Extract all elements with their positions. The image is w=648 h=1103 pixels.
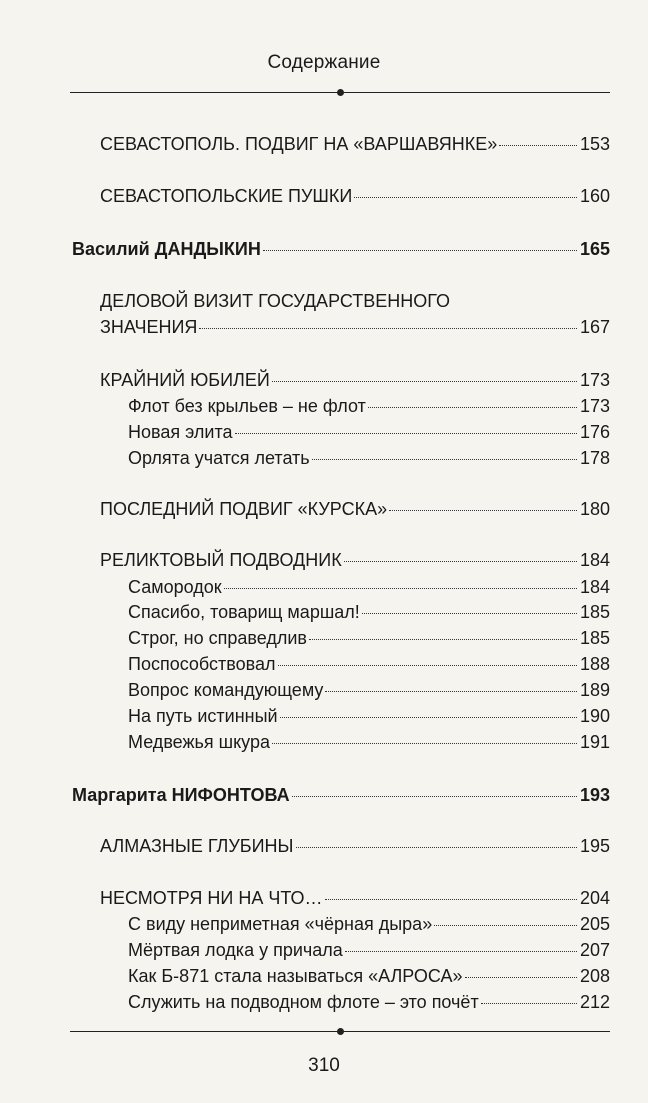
toc-subentry: [128, 678, 610, 702]
dot-leader: [325, 691, 577, 692]
toc-entry-title-line2: ЗНАЧЕНИЯ: [100, 317, 198, 337]
toc-entry-page: 207: [579, 940, 610, 960]
dot-leader: [344, 561, 577, 562]
toc-entry-title: Орлята учатся летать: [128, 448, 310, 468]
toc-entry-title: Флот без крыльев – не флот: [128, 396, 366, 416]
dot-leader: [325, 899, 577, 900]
toc-subentry: [128, 990, 610, 1014]
toc-entry-title: Медвежья шкура: [128, 732, 270, 752]
toc-entry-page: 212: [579, 992, 610, 1012]
dot-leader: [224, 588, 577, 589]
toc-entry-page: 165: [579, 239, 610, 259]
toc-entry: [100, 315, 610, 339]
toc-entry-title: РЕЛИКТОВЫЙ ПОДВОДНИК: [100, 550, 342, 570]
toc-entry-title: Строг, но справедлив: [128, 628, 307, 648]
toc-subentry: [128, 704, 610, 728]
toc-entry-page: 178: [579, 448, 610, 468]
dot-leader: [272, 381, 577, 382]
toc-entry-page: 208: [579, 966, 610, 986]
toc-entry-title: Спасибо, товарищ маршал!: [128, 602, 360, 622]
toc-entry-page: 195: [579, 836, 610, 856]
toc-author-entry: [72, 237, 610, 261]
page-number: 310: [308, 1055, 340, 1076]
dot-leader: [481, 1003, 577, 1004]
toc-subentry: [128, 652, 610, 676]
dot-leader: [272, 743, 577, 744]
dot-leader: [345, 951, 577, 952]
toc-entry-page: 189: [579, 680, 610, 700]
toc-entry-title: Мёртвая лодка у причала: [128, 940, 343, 960]
toc-entry: [100, 834, 610, 858]
toc-entry-page: 204: [579, 888, 610, 908]
toc-entry-title: СЕВАСТОПОЛЬСКИЕ ПУШКИ: [100, 186, 353, 206]
divider-dot: [337, 1028, 344, 1035]
toc-entry-title: На путь истинный: [128, 706, 278, 726]
toc-subentry: [128, 420, 610, 444]
toc-entry-page: 173: [579, 396, 610, 416]
toc-entry-page: 184: [579, 577, 610, 597]
toc-entry-page: 185: [579, 602, 610, 622]
dot-leader: [309, 639, 577, 640]
toc-entry: [100, 548, 610, 572]
toc-entry-page: 184: [579, 550, 610, 570]
dot-leader: [292, 796, 577, 797]
dot-leader: [389, 510, 577, 511]
dot-leader: [278, 665, 577, 666]
toc-entry-page: 160: [579, 186, 610, 206]
dot-leader: [312, 459, 577, 460]
toc-subentry: [128, 394, 610, 418]
toc-entry-title: Как Б-871 стала называться «АЛРОСА»: [128, 966, 463, 986]
toc-entry-title: ПОСЛЕДНИЙ ПОДВИГ «КУРСКА»: [100, 499, 388, 519]
toc-entry-title: Вопрос командующему: [128, 680, 324, 700]
toc-author-name: Маргарита НИФОНТОВА: [72, 785, 290, 805]
dot-leader: [235, 433, 577, 434]
toc-author-entry: [72, 783, 610, 807]
toc-entry: [100, 886, 610, 910]
toc-entry-page: 191: [579, 732, 610, 752]
toc-entry-page: 188: [579, 654, 610, 674]
toc-entry-page: 173: [579, 370, 610, 390]
toc-entry: [100, 184, 610, 208]
dot-leader: [354, 197, 577, 198]
toc-subentry: [128, 964, 610, 988]
toc-entry-title-line1: ДЕЛОВОЙ ВИЗИТ ГОСУДАРСТВЕННОГО: [100, 291, 451, 311]
dot-leader: [362, 613, 577, 614]
toc-subentry: [128, 730, 610, 754]
dot-leader: [434, 925, 577, 926]
toc-entry-page: 185: [579, 628, 610, 648]
dot-leader: [280, 717, 577, 718]
toc-entry-title: СЕВАСТОПОЛЬ. ПОДВИГ НА «ВАРШАВЯНКЕ»: [100, 134, 498, 154]
toc-entry-page: 190: [579, 706, 610, 726]
toc-entry-page: 176: [579, 422, 610, 442]
dot-leader: [296, 847, 577, 848]
dot-leader: [199, 328, 577, 329]
toc-entry-page: 180: [579, 499, 610, 519]
toc-subentry: [128, 912, 610, 936]
toc-entry-title: С виду неприметная «чёрная дыра»: [128, 914, 433, 934]
toc-entry: [100, 368, 610, 392]
toc-entry-title: Самородок: [128, 577, 222, 597]
toc-entry-title: Поспособствовал: [128, 654, 276, 674]
toc-subentry: [128, 626, 610, 650]
page-header-title: Содержание: [267, 52, 381, 73]
toc-subentry: [128, 938, 610, 962]
toc-entry: [100, 497, 610, 521]
toc-entry-page: 205: [579, 914, 610, 934]
dot-leader: [465, 977, 577, 978]
toc-subentry: [128, 446, 610, 470]
toc-entry-page: 153: [579, 134, 610, 154]
toc-entry-title: Служить на подводном флоте – это почёт: [128, 992, 479, 1012]
dot-leader: [368, 407, 577, 408]
dot-leader: [263, 250, 577, 251]
toc-entry-page: 193: [579, 785, 610, 805]
toc-entry-title: Новая элита: [128, 422, 233, 442]
dot-leader: [499, 145, 577, 146]
footer-divider: [70, 1031, 610, 1032]
toc-entry: [100, 132, 610, 156]
toc-entry-title: АЛМАЗНЫЕ ГЛУБИНЫ: [100, 836, 294, 856]
toc-entry-page: 167: [579, 317, 610, 337]
toc-subentry: [128, 575, 610, 599]
toc-subentry: [128, 600, 610, 624]
toc-entry-title: КРАЙНИЙ ЮБИЛЕЙ: [100, 370, 270, 390]
toc-entry-title: НЕСМОТРЯ НИ НА ЧТО…: [100, 888, 323, 908]
toc-author-name: Василий ДАНДЫКИН: [72, 239, 261, 259]
